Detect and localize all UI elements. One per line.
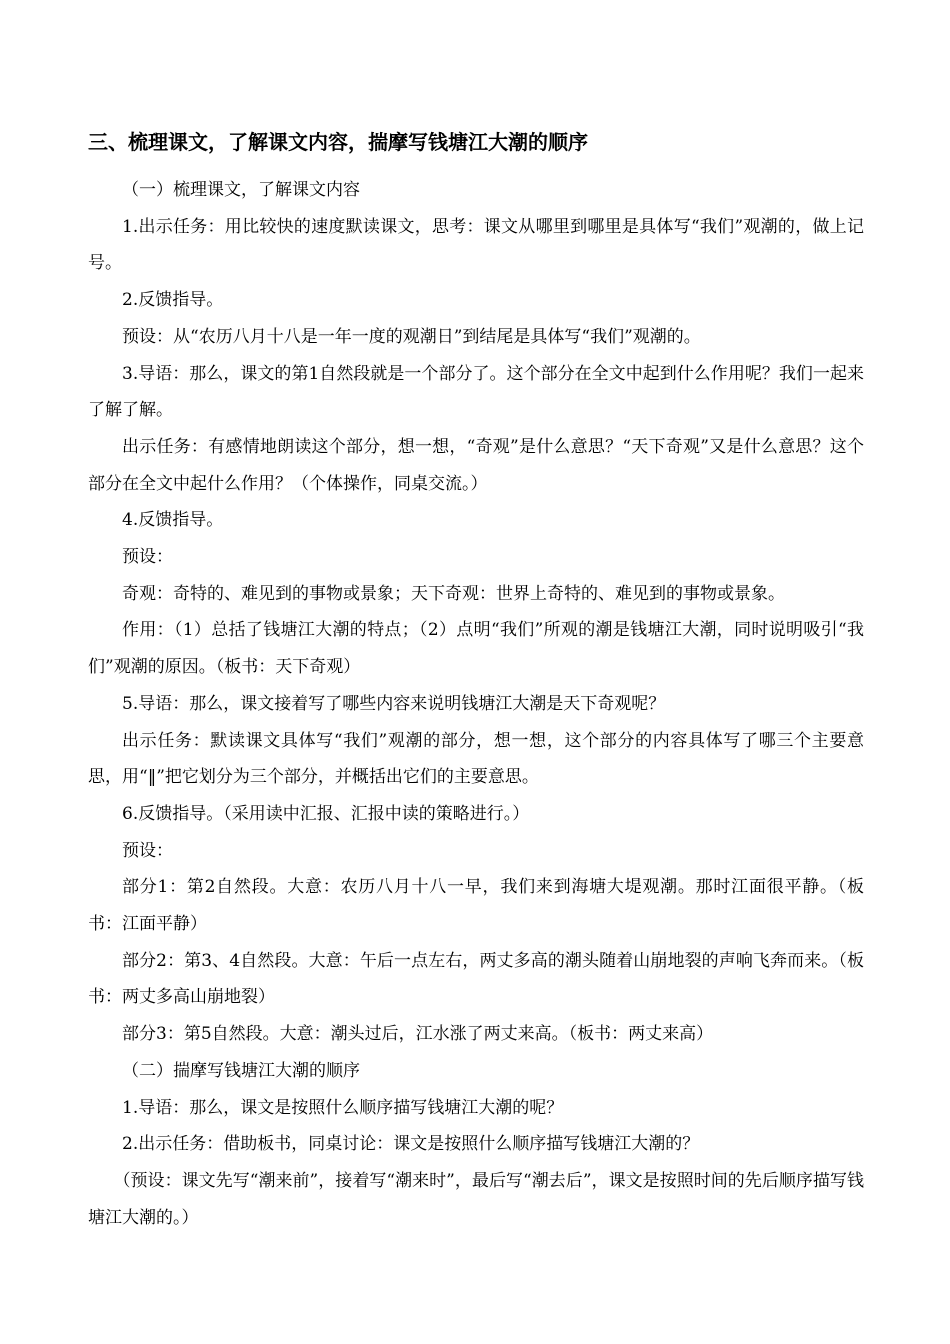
paragraph: 奇观：奇特的、难见到的事物或景象；天下奇观：世界上奇特的、难见到的事物或景象。 bbox=[122, 583, 785, 604]
paragraph: 4.反馈指导。 bbox=[122, 510, 224, 531]
paragraph: 部分3：第5自然段。大意：潮头过后，江水涨了两丈来高。（板书：两丈来高） bbox=[122, 1024, 714, 1045]
paragraph: 部分1：第2自然段。大意：农历八月十八一早，我们来到海塘大堤观潮。那时江面很平静。（板书：江面平静） bbox=[88, 877, 864, 935]
paragraph: 6.反馈指导。（采用读中汇报、汇报中读的策略进行。） bbox=[122, 803, 530, 824]
section-heading: 三、梳理课文，了解课文内容，揣摩写钱塘江大潮的顺序 bbox=[88, 130, 588, 154]
paragraph: 预设：从“农历八月十八是一年一度的观潮日”到结尾是具体写“我们”观潮的。 bbox=[122, 326, 701, 347]
paragraph: 2.反馈指导。 bbox=[122, 290, 224, 311]
paragraph: 3.导语：那么，课文的第1自然段就是一个部分了。这个部分在全文中起到什么作用呢？我们一起来了解了解。 bbox=[88, 363, 864, 421]
paragraph: 出示任务：默读课文具体写“我们”观潮的部分，想一想，这个部分的内容具体写了哪三个主要意思，用“‖”把它划分为三个部分，并概括出它们的主要意思。 bbox=[88, 730, 864, 788]
paragraph: 2.出示任务：借助板书，同桌讨论：课文是按照什么顺序描写钱塘江大潮的？ bbox=[122, 1134, 700, 1155]
paragraph: 部分2：第3、4自然段。大意：午后一点左右，两丈多高的潮头随着山崩地裂的声响飞奔而来。（板书：两丈多高山崩地裂） bbox=[88, 950, 864, 1008]
paragraph: 作用：（1）总括了钱塘江大潮的特点；（2）点明“我们”所观的潮是钱塘江大潮，同时说明吸引“我们”观潮的原因。（板书：天下奇观） bbox=[88, 620, 864, 678]
paragraph: 出示任务：有感情地朗读这个部分，想一想，“奇观”是什么意思？“天下奇观”又是什么意思？这个部分在全文中起什么作用？（个体操作，同桌交流。） bbox=[88, 436, 864, 494]
paragraph: 预设： bbox=[122, 840, 173, 861]
paragraph: （预设：课文先写“潮来前”，接着写“潮来时”，最后写“潮去后”，课文是按照时间的先后顺序描写钱塘江大潮的。） bbox=[88, 1170, 864, 1228]
subheading-2: （二）揣摩写钱塘江大潮的顺序 bbox=[122, 1060, 360, 1081]
subheading-1: （一）梳理课文，了解课文内容 bbox=[122, 180, 360, 200]
body-text bbox=[88, 172, 864, 1236]
paragraph: 预设： bbox=[122, 547, 173, 568]
paragraph: 1.出示任务：用比较快的速度默读课文，思考：课文从哪里到哪里是具体写“我们”观潮的，做上记号。 bbox=[88, 216, 864, 274]
paragraph: 1.导语：那么，课文是按照什么顺序描写钱塘江大潮的呢？ bbox=[122, 1097, 564, 1118]
paragraph: 5.导语：那么，课文接着写了哪些内容来说明钱塘江大潮是天下奇观呢？ bbox=[122, 693, 666, 714]
